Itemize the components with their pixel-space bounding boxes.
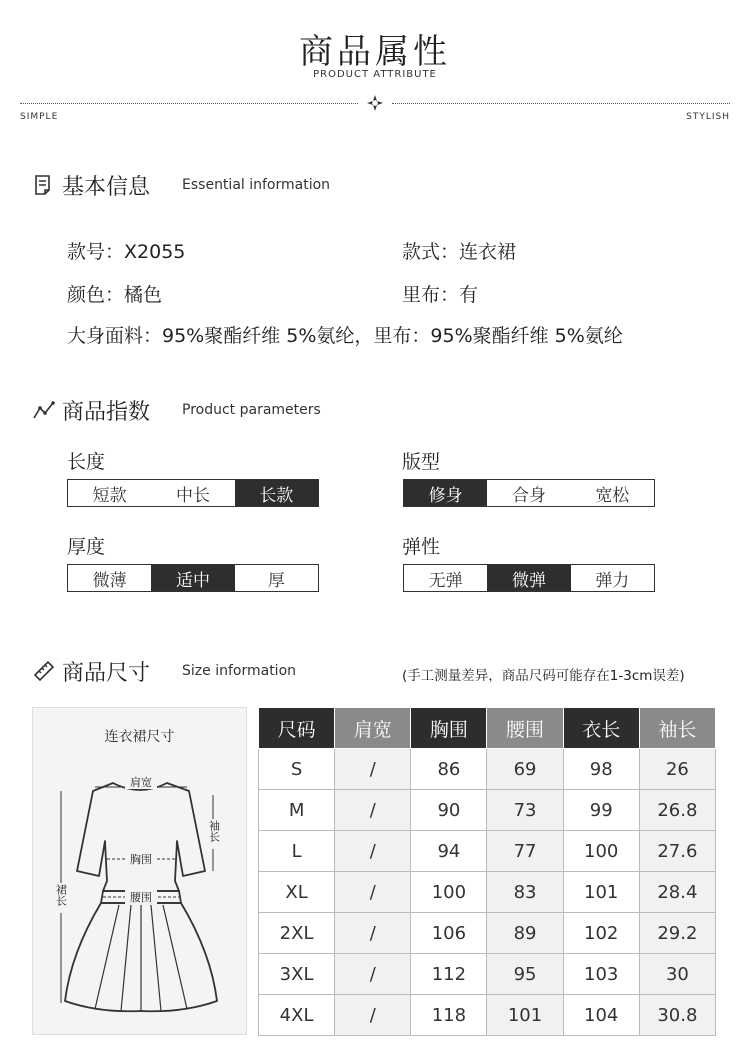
param-fit-option: 合身 xyxy=(511,485,546,506)
document-icon xyxy=(32,173,56,197)
param-thickness-option: 微薄 xyxy=(92,570,127,591)
table-cell: 30 xyxy=(639,954,715,995)
table-cell: 29.2 xyxy=(639,913,715,954)
param-fit-option: 修身 xyxy=(404,480,487,506)
table-cell: M xyxy=(259,790,335,831)
table-cell: 95 xyxy=(487,954,563,995)
table-cell: 83 xyxy=(487,872,563,913)
table-cell: 100 xyxy=(411,872,487,913)
info-fabric: 大身面料：95%聚酯纤维 5%氨纶，里布：95%聚酯纤维 5%氨纶 xyxy=(67,325,623,347)
size-table-header-cell: 腰围 xyxy=(487,708,563,749)
info-color: 颜色：橘色 xyxy=(67,284,163,306)
info-lining: 里布：有 xyxy=(402,284,479,306)
table-cell: 2XL xyxy=(259,913,335,954)
figure-label-shoulder: 肩宽 xyxy=(130,776,152,789)
info-style: 款式：连衣裙 xyxy=(402,241,517,263)
table-row xyxy=(259,954,716,995)
table-cell: 99 xyxy=(563,790,639,831)
table-cell: 28.4 xyxy=(639,872,715,913)
param-elasticity-label: 弹性 xyxy=(402,536,441,558)
figure-title: 连衣裙尺寸 xyxy=(104,729,175,745)
table-cell: 26.8 xyxy=(639,790,715,831)
table-row xyxy=(259,995,716,1036)
param-elasticity-option: 无弹 xyxy=(428,570,463,591)
corner-text-right: STYLISH xyxy=(686,112,730,122)
table-cell: 26 xyxy=(639,749,715,790)
param-length-option: 中长 xyxy=(175,485,210,506)
table-cell: L xyxy=(259,831,335,872)
page-title: 商品属性 xyxy=(299,32,451,72)
figure-label-sleeve: 袖长 xyxy=(207,820,221,842)
param-length-option: 短款 xyxy=(92,485,127,506)
table-cell: 4XL xyxy=(259,995,335,1036)
param-thickness-option: 厚 xyxy=(267,570,285,591)
figure-label-length: 裙长 xyxy=(54,884,68,906)
ruler-icon xyxy=(32,659,56,683)
corner-text-left: SIMPLE xyxy=(20,112,59,122)
param-length-label: 长度 xyxy=(67,451,106,473)
table-cell: 30.8 xyxy=(639,995,715,1036)
table-cell: / xyxy=(335,913,411,954)
size-table-header-cell: 袖长 xyxy=(639,708,715,749)
table-cell: 101 xyxy=(487,995,563,1036)
table-cell: 100 xyxy=(563,831,639,872)
section-size-title: 商品尺寸 xyxy=(62,660,151,686)
table-cell: 118 xyxy=(411,995,487,1036)
param-thickness-scale xyxy=(67,564,319,592)
section-size-subtitle: Size information xyxy=(182,663,297,679)
table-row xyxy=(259,831,716,872)
table-cell: 3XL xyxy=(259,954,335,995)
size-table-header xyxy=(259,708,716,749)
table-row xyxy=(259,872,716,913)
param-elasticity-option: 微弹 xyxy=(487,565,570,591)
table-cell: 69 xyxy=(487,749,563,790)
table-row xyxy=(259,749,716,790)
table-cell: 106 xyxy=(411,913,487,954)
size-table-header-cell: 胸围 xyxy=(411,708,487,749)
table-cell: 27.6 xyxy=(639,831,715,872)
table-cell: 103 xyxy=(563,954,639,995)
trend-line-icon xyxy=(32,398,56,422)
table-cell: 73 xyxy=(487,790,563,831)
table-cell: 98 xyxy=(563,749,639,790)
table-cell: / xyxy=(335,790,411,831)
table-cell: / xyxy=(335,749,411,790)
table-cell: 112 xyxy=(411,954,487,995)
param-elasticity-scale xyxy=(403,564,655,592)
dress-diagram xyxy=(33,763,248,1033)
diamond-ornament-icon xyxy=(365,93,385,113)
section-params-title: 商品指数 xyxy=(62,399,151,425)
table-cell: 94 xyxy=(411,831,487,872)
figure-label-waist: 腰围 xyxy=(130,891,152,904)
dress-bodice xyxy=(77,783,205,891)
param-thickness-label: 厚度 xyxy=(67,536,106,558)
table-cell: 77 xyxy=(487,831,563,872)
divider-left xyxy=(20,103,358,104)
table-cell: / xyxy=(335,831,411,872)
table-cell: 102 xyxy=(563,913,639,954)
section-basic-heading xyxy=(32,170,330,200)
section-basic-subtitle: Essential information xyxy=(182,177,331,193)
size-table xyxy=(258,707,716,1036)
table-cell: 104 xyxy=(563,995,639,1036)
page-subtitle: PRODUCT ATTRIBUTE xyxy=(313,69,437,80)
size-note: (手工测量差异，商品尺码可能存在1-3cm误差) xyxy=(402,668,685,684)
table-cell: 86 xyxy=(411,749,487,790)
param-fit-label: 版型 xyxy=(402,451,441,473)
info-style-no: 款号：X2055 xyxy=(67,241,186,263)
divider-right xyxy=(392,103,730,104)
param-length-option: 长款 xyxy=(235,480,318,506)
table-row xyxy=(259,790,716,831)
table-cell: / xyxy=(335,954,411,995)
figure-label-chest: 胸围 xyxy=(130,853,152,866)
dress-size-figure xyxy=(32,707,247,1035)
table-cell: / xyxy=(335,872,411,913)
table-row xyxy=(259,913,716,954)
param-elasticity-option: 弹力 xyxy=(595,570,630,591)
size-table-header-cell: 衣长 xyxy=(563,708,639,749)
table-cell: 101 xyxy=(563,872,639,913)
section-params-subtitle: Product parameters xyxy=(182,402,321,418)
param-thickness-option: 适中 xyxy=(151,565,234,591)
section-params-heading xyxy=(32,395,321,425)
param-fit-option: 宽松 xyxy=(595,485,630,506)
param-fit-scale xyxy=(403,479,655,507)
size-table-header-cell: 肩宽 xyxy=(335,708,411,749)
table-cell: 90 xyxy=(411,790,487,831)
section-size-heading xyxy=(32,656,296,686)
table-cell: 89 xyxy=(487,913,563,954)
table-cell: XL xyxy=(259,872,335,913)
size-table-header-cell: 尺码 xyxy=(259,708,335,749)
table-cell: S xyxy=(259,749,335,790)
table-cell: / xyxy=(335,995,411,1036)
param-length-scale xyxy=(67,479,319,507)
section-basic-title: 基本信息 xyxy=(62,174,151,200)
